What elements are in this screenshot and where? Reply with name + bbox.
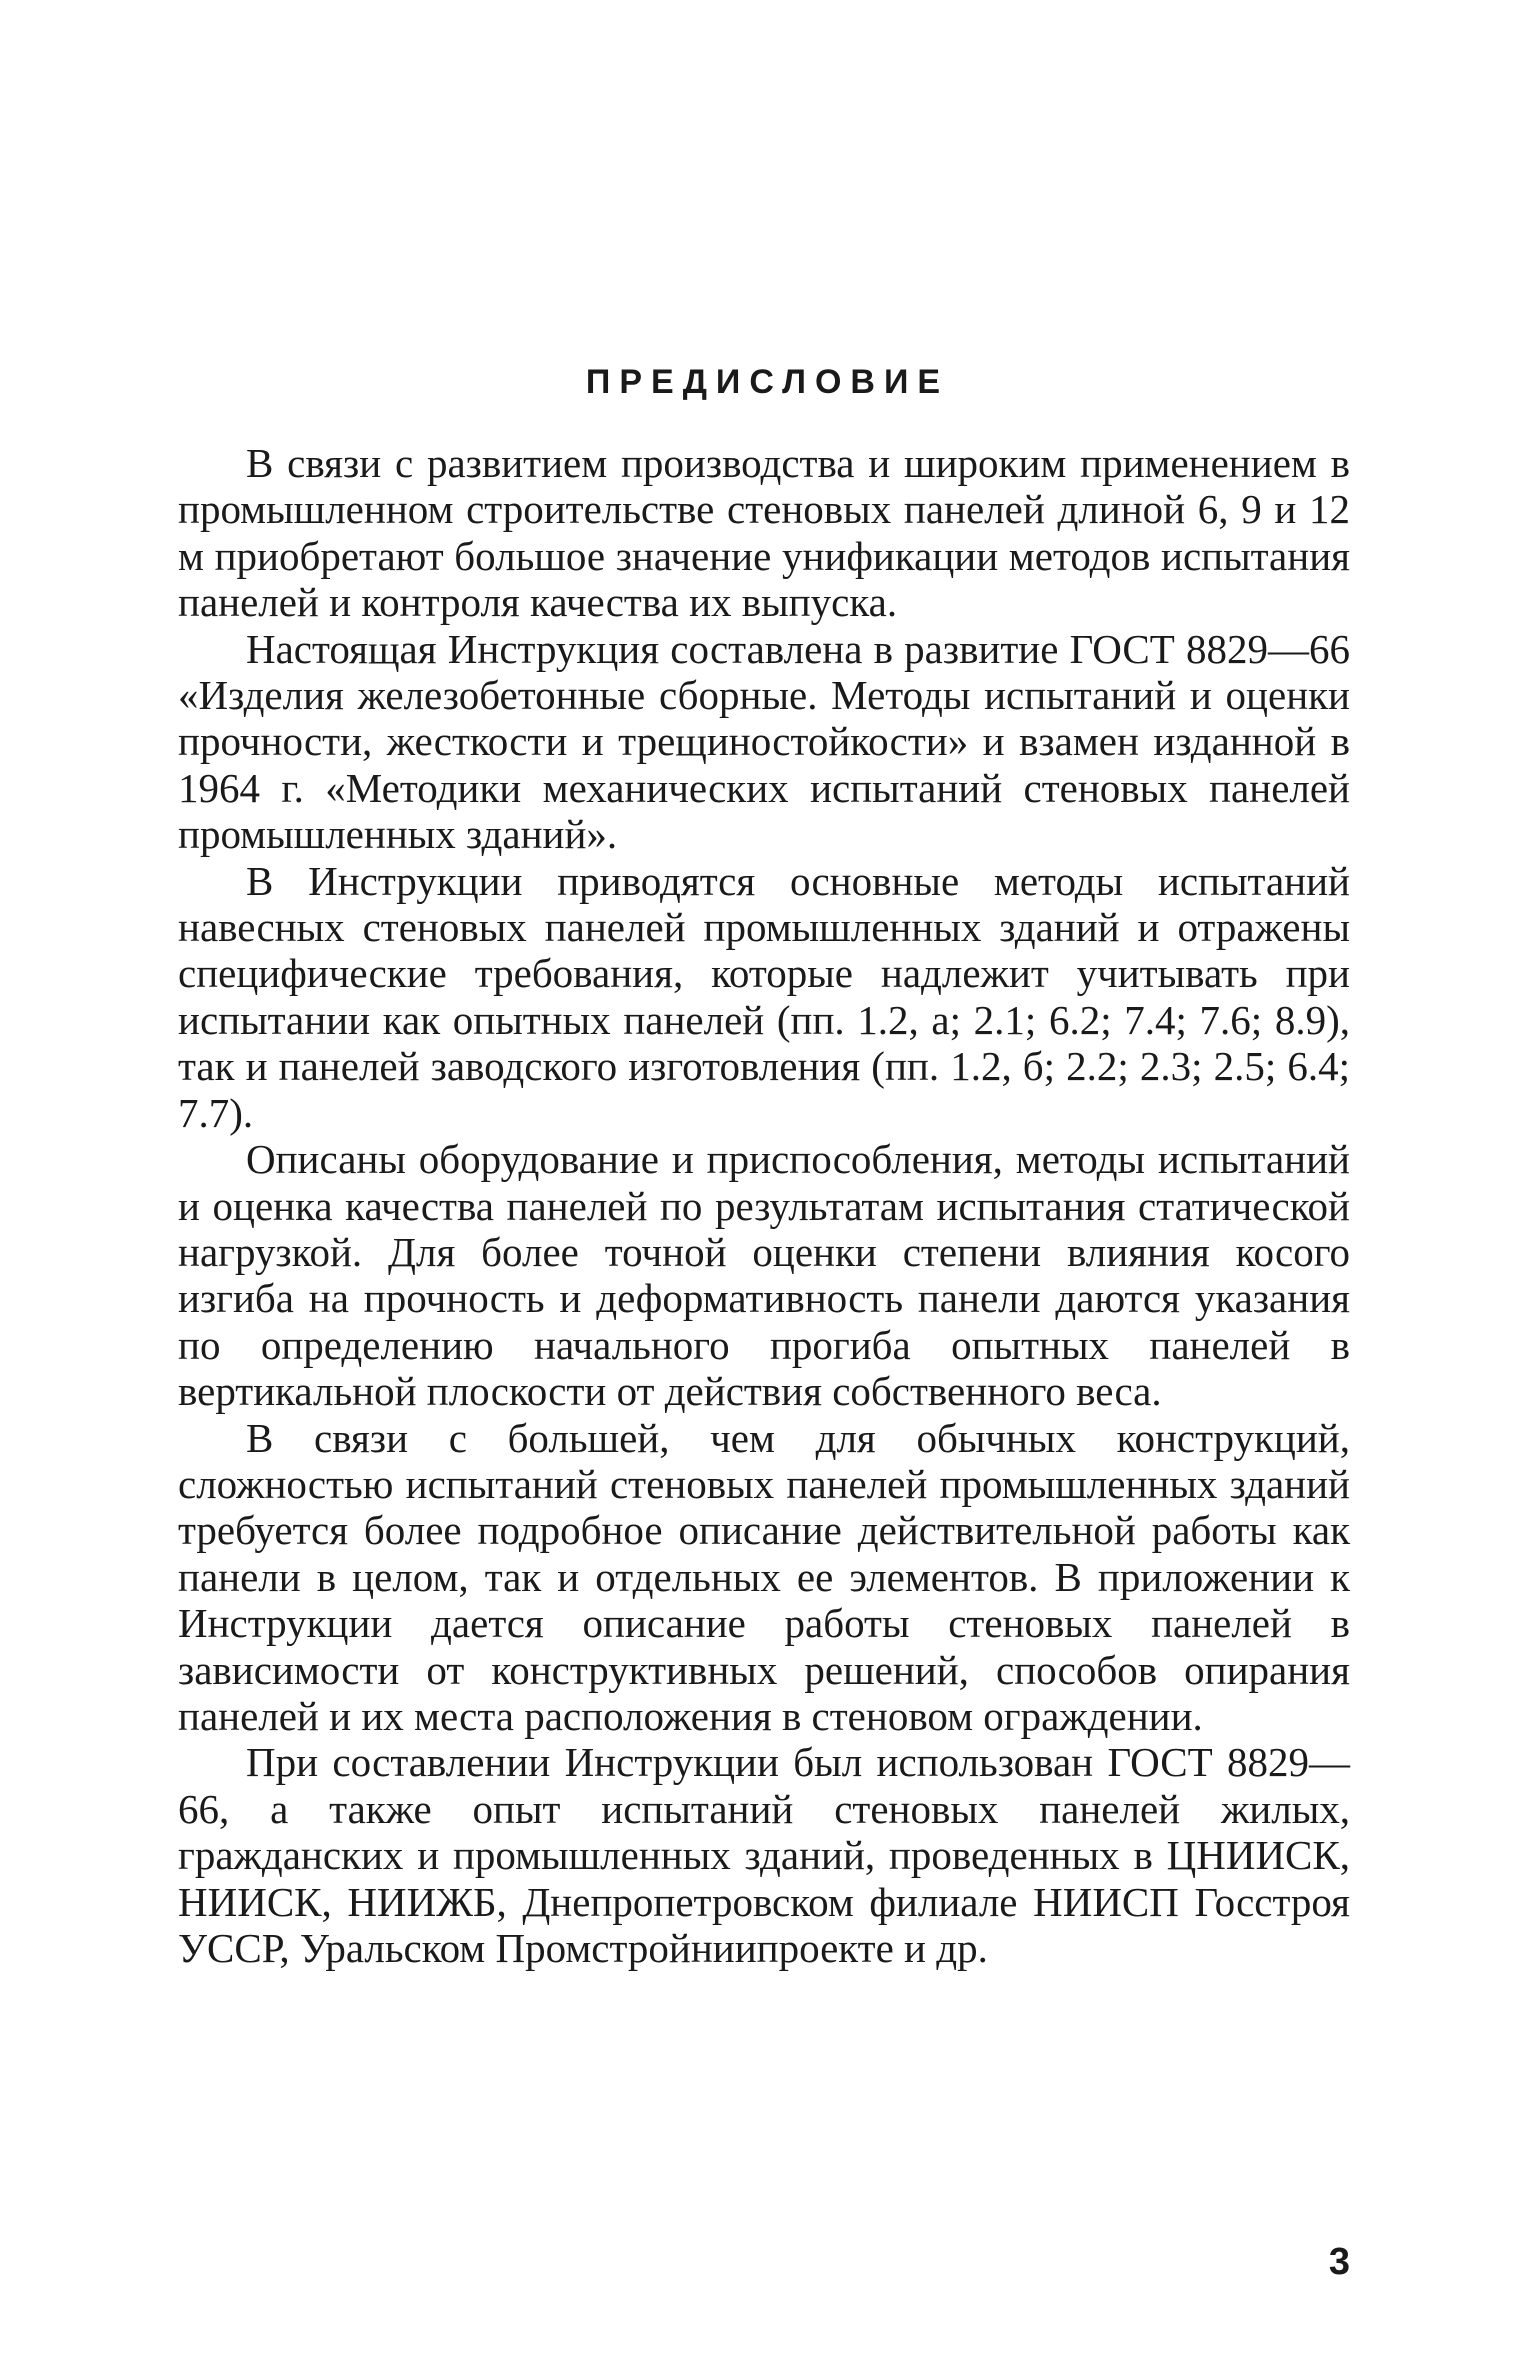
paragraph-6: При составлении Инструкции был использован ГОСТ 8829—66, а также опыт испытаний стеновых панелей жилых, гражданских и промышленных зданий, проведенных в ЦНИИСК, НИИСК, НИИЖБ, Днепропетровском филиале НИИСП Госстроя УССР, Уральском Промстройниипроекте и др. [178,1739,1350,1971]
page-number: 3 [1328,2241,1350,2283]
paragraph-4: Описаны оборудование и приспособления, методы испытаний и оценка качества панелей по результатам испытания статической нагрузкой. Для более точной оценки степени влияния косого изгиба на прочность и деформативность панели даются указания по определению начального прогиба опытных панелей в вертикальной плоскости от действия собственного веса. [178,1136,1350,1415]
paragraph-2: Настоящая Инструкция составлена в развитие ГОСТ 8829—66 «Изделия железобетонные сборные. Методы испытаний и оценки прочности, жесткости и трещиностойкости» и взамен изданной в 1964 г. «Методики механических испытаний стеновых панелей промышленных зданий». [178,625,1350,858]
preface-body [178,440,1350,1971]
paragraph-5: В связи с большей, чем для обычных конструкций, сложностью испытаний стеновых панелей промышленных зданий требуется более подробное описание действительной работы как панели в целом, так и отдельных ее элементов. В приложении к Инструкции дается описание работы стеновых панелей в зависимости от конструктивных решений, способов опирания панелей и их места расположения в стеновом ограждении. [178,1414,1350,1739]
paragraph-3: В Инструкции приводятся основные методы испытаний навесных стеновых панелей промышленных зданий и отражены специфические требования, которые надлежит учитывать при испытании как опытных панелей (пп. 1.2, а; 2.1; 6.2; 7.4; 7.6; 8.9), так и панелей заводского изготовления (пп. 1.2, б; 2.2; 2.3; 2.5; 6.4; 7.7). [178,857,1350,1136]
paragraph-1: В связи с развитием производства и широким применением в промышленном строительстве стеновых панелей длиной 6, 9 и 12 м приобретают большое значение унификации методов испытания панелей и контроля качества их выпуска. [178,440,1350,626]
page-title: ПРЕДИСЛОВИЕ [585,363,950,401]
